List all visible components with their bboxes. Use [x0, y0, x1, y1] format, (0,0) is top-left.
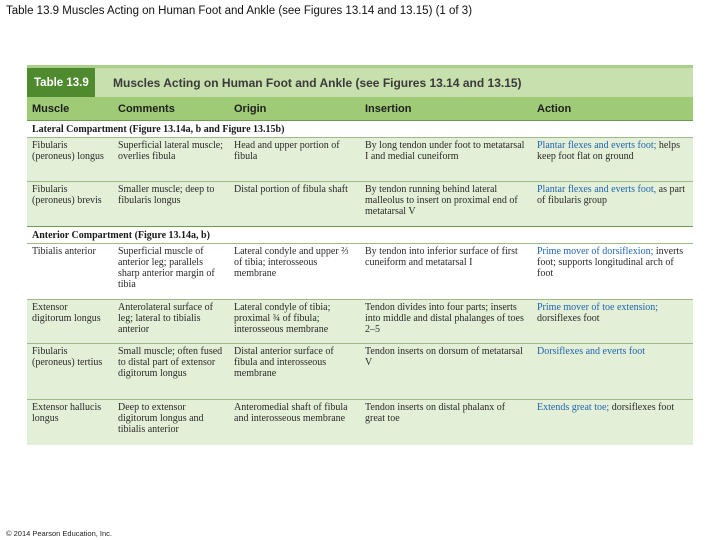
- cell-insertion: Tendon divides into four parts; inserts into middle and distal phalanges of toes 2–5: [365, 302, 524, 335]
- cell-comments: Deep to extensor digitorum longus and tibialis anterior: [118, 402, 204, 435]
- action-primary: Prime mover of toe extension;: [537, 302, 659, 313]
- cell-origin: Head and upper portion of fibula: [234, 140, 340, 162]
- cell-origin: Distal portion of fibula shaft: [234, 184, 348, 195]
- column-headers: [27, 97, 693, 120]
- cell-comments: Smaller muscle; deep to fibularis longus: [118, 184, 215, 206]
- col-header-origin: Origin: [234, 102, 267, 115]
- cell-action: [532, 182, 693, 226]
- section-anterior-compartment: Anterior Compartment (Figure 13.14a, b): [27, 226, 693, 243]
- cell-insertion: By tendon into inferior surface of first cuneiform and metatarsal I: [365, 246, 518, 268]
- cell-comments: Anterolateral surface of leg; lateral to tibialis anterior: [118, 302, 213, 335]
- table-row: [27, 137, 693, 181]
- cell-muscle: Tibialis anterior: [32, 246, 96, 257]
- cell-action: [532, 244, 693, 299]
- action-rest: inverts foot; supports longitudinal arch of foot: [537, 246, 684, 279]
- cell-muscle: Fibularis (peroneus) tertius: [32, 346, 103, 368]
- table-caption: Muscles Acting on Human Foot and Ankle (see Figures 13.14 and 13.15): [113, 75, 522, 90]
- table-row: [27, 299, 693, 343]
- cell-insertion: Tendon inserts on dorsum of metatarsal V: [365, 346, 523, 368]
- action-primary: Plantar flexes and everts foot,: [537, 184, 657, 195]
- action-primary: Prime mover of dorsiflexion;: [537, 246, 654, 257]
- action-primary: Plantar flexes and everts foot;: [537, 140, 657, 151]
- table-row: [27, 243, 693, 299]
- action-primary: Dorsiflexes and everts foot: [537, 346, 646, 357]
- cell-muscle: Extensor digitorum longus: [32, 302, 101, 324]
- cell-origin: Anteromedial shaft of fibula and interosseous membrane: [234, 402, 348, 424]
- table-header-bar: [27, 65, 693, 97]
- cell-action: [532, 400, 693, 445]
- muscle-table: [27, 65, 693, 445]
- cell-comments: Small muscle; often fused to distal part of extensor digitorum longus: [118, 346, 223, 379]
- cell-action: [532, 138, 693, 181]
- cell-muscle: Extensor hallucis longus: [32, 402, 102, 424]
- section-lateral-compartment: Lateral Compartment (Figure 13.14a, b and Figure 13.15b): [27, 120, 693, 137]
- cell-comments: Superficial lateral muscle; overlies fibula: [118, 140, 223, 162]
- action-primary: Extends great toe;: [537, 402, 610, 413]
- col-header-muscle: Muscle: [32, 102, 70, 115]
- table-number-label: Table 13.9: [27, 68, 95, 97]
- action-rest: dorsiflexes foot: [611, 402, 675, 413]
- cell-origin: Lateral condyle and upper ⅔ of tibia; interosseous membrane: [234, 246, 349, 279]
- col-header-insertion: Insertion: [365, 102, 412, 115]
- action-rest: as part of fibularis group: [537, 184, 686, 206]
- action-rest: dorsiflexes foot: [537, 313, 600, 324]
- table-row: [27, 399, 693, 445]
- table-row: [27, 343, 693, 399]
- cell-insertion: By long tendon under foot to metatarsal I and medial cuneiform: [365, 140, 525, 162]
- table-row: [27, 181, 693, 226]
- cell-insertion: Tendon inserts on distal phalanx of great toe: [365, 402, 506, 424]
- col-header-comments: Comments: [118, 102, 175, 115]
- cell-origin: Lateral condyle of tibia; proximal ¾ of fibula; interosseous membrane: [234, 302, 331, 335]
- action-rest: helps keep foot flat on ground: [537, 140, 681, 162]
- cell-comments: Superficial muscle of anterior leg; parallels sharp anterior margin of tibia: [118, 246, 215, 290]
- cell-insertion: By tendon running behind lateral malleolus to insert on proximal end of metatarsal V: [365, 184, 518, 217]
- copyright-footer: © 2014 Pearson Education, Inc.: [6, 529, 113, 538]
- slide-title: Table 13.9 Muscles Acting on Human Foot and Ankle (see Figures 13.14 and 13.15) (1 of 3): [6, 5, 473, 17]
- cell-muscle: Fibularis (peroneus) brevis: [32, 184, 102, 206]
- cell-action: [532, 300, 693, 343]
- cell-action: [532, 344, 693, 399]
- cell-origin: Distal anterior surface of fibula and interosseous membrane: [234, 346, 334, 379]
- cell-muscle: Fibularis (peroneus) longus: [32, 140, 104, 162]
- col-header-action: Action: [537, 102, 572, 115]
